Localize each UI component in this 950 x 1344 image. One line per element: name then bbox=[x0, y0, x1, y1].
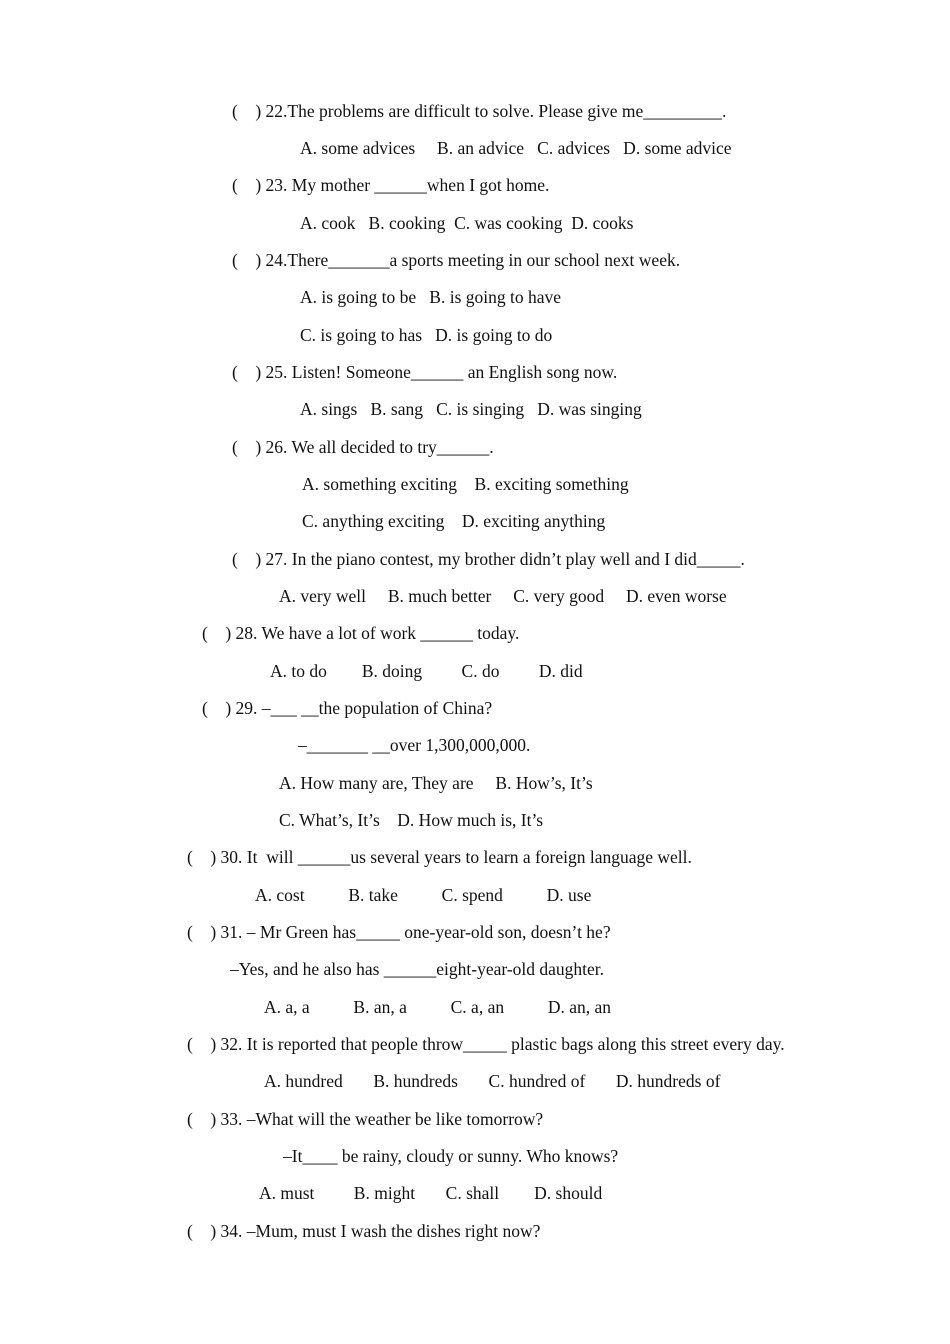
question-24-options-line1: A. is going to be B. is going to have bbox=[300, 287, 562, 307]
question-31-reply: –Yes, and he also has ______eight-year-old daughter. bbox=[230, 959, 605, 979]
question-28-options: A. to do B. doing C. do D. did bbox=[270, 661, 583, 681]
question-29-stem: ( ) 29. –___ __the population of China? bbox=[202, 698, 493, 718]
question-29-options-line1: A. How many are, They are B. How’s, It’s bbox=[279, 773, 593, 793]
question-26-stem: ( ) 26. We all decided to try______. bbox=[232, 437, 494, 457]
question-31-stem: ( ) 31. – Mr Green has_____ one-year-old son, doesn’t he? bbox=[187, 922, 611, 942]
question-24-stem: ( ) 24.There_______a sports meeting in our school next week. bbox=[232, 250, 681, 270]
question-28-stem: ( ) 28. We have a lot of work ______ today. bbox=[202, 623, 520, 643]
question-23-options: A. cook B. cooking C. was cooking D. cooks bbox=[300, 213, 634, 233]
question-23-stem: ( ) 23. My mother ______when I got home. bbox=[232, 175, 550, 195]
question-24-options-line2: C. is going to has D. is going to do bbox=[300, 325, 553, 345]
question-25-options: A. sings B. sang C. is singing D. was singing bbox=[300, 399, 642, 419]
question-34-stem: ( ) 34. –Mum, must I wash the dishes right now? bbox=[187, 1221, 541, 1241]
question-27-options: A. very well B. much better C. very good D. even worse bbox=[279, 586, 727, 606]
question-22-options: A. some advices B. an advice C. advices D. some advice bbox=[300, 138, 732, 158]
question-29-reply: –_______ __over 1,300,000,000. bbox=[298, 735, 531, 755]
question-33-stem: ( ) 33. –What will the weather be like tomorrow? bbox=[187, 1109, 544, 1129]
question-30-stem: ( ) 30. It will ______us several years to learn a foreign language well. bbox=[187, 847, 692, 867]
question-22-stem: ( ) 22.The problems are difficult to solve. Please give me_________. bbox=[232, 101, 727, 121]
question-32-stem: ( ) 32. It is reported that people throw_____ plastic bags along this street every day. bbox=[187, 1034, 785, 1054]
question-26-options-line1: A. something exciting B. exciting something bbox=[302, 474, 629, 494]
question-33-options: A. must B. might C. shall D. should bbox=[259, 1183, 603, 1203]
question-27-stem: ( ) 27. In the piano contest, my brother didn’t play well and I did_____. bbox=[232, 549, 745, 569]
question-33-reply: –It____ be rainy, cloudy or sunny. Who knows? bbox=[283, 1146, 619, 1166]
question-30-options: A. cost B. take C. spend D. use bbox=[255, 885, 592, 905]
question-32-options: A. hundred B. hundreds C. hundred of D. hundreds of bbox=[264, 1071, 721, 1091]
question-26-options-line2: C. anything exciting D. exciting anything bbox=[302, 511, 606, 531]
question-29-options-line2: C. What’s, It’s D. How much is, It’s bbox=[279, 810, 544, 830]
question-25-stem: ( ) 25. Listen! Someone______ an English song now. bbox=[232, 362, 618, 382]
question-31-options: A. a, a B. an, a C. a, an D. an, an bbox=[264, 997, 612, 1017]
